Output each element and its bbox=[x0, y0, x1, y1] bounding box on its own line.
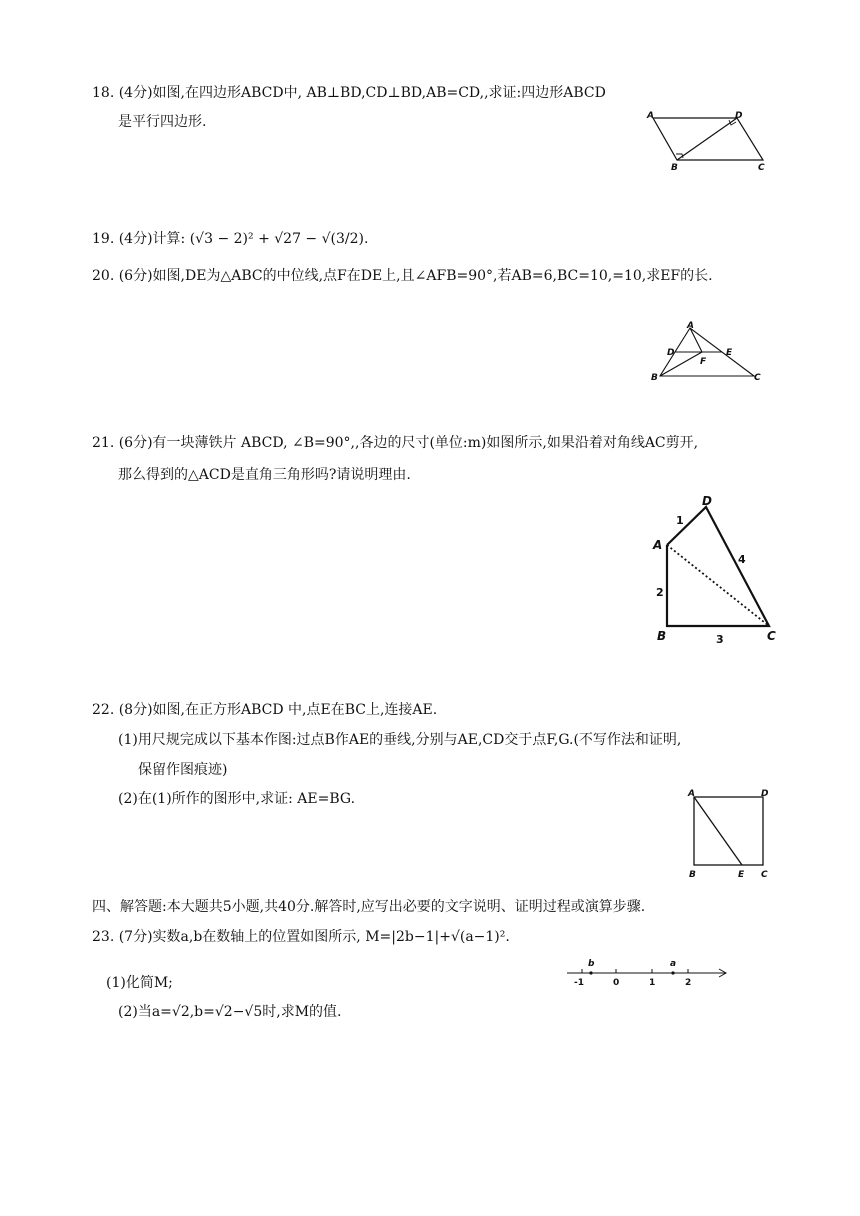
q21-figure bbox=[650, 492, 790, 646]
q20-label-c: C bbox=[754, 373, 761, 383]
q20-label-d: D bbox=[667, 348, 675, 358]
q22-label-b: B bbox=[689, 870, 696, 880]
q19-text: 19. (4分)计算: (√3 − 2)² + √27 − √(3/2). bbox=[92, 231, 369, 247]
q22-label-e: E bbox=[738, 870, 745, 880]
q22-square bbox=[694, 797, 763, 865]
q23-tick-label-2: 2 bbox=[685, 978, 692, 988]
q21-text: 21. (6分)有一块薄铁片 ABCD, ∠B=90°,,各边的尺寸(单位:m)如图所示,如果沿着对角线AC剪开, bbox=[92, 435, 699, 451]
q20-figure bbox=[650, 322, 765, 382]
q23-tick-label-0: 0 bbox=[613, 978, 620, 988]
q23-point-a bbox=[671, 971, 674, 974]
q21-length-ab: 2 bbox=[656, 586, 664, 599]
q18-diagonal-bd bbox=[677, 118, 737, 160]
q21-length-ad: 1 bbox=[676, 514, 684, 527]
q22-part1: (1)用尺规完成以下基本作图:过点B作AE的垂线,分别与AE,CD交于点F,G.(不写作法和证明, bbox=[118, 732, 682, 748]
q20-text: 20. (6分)如图,DE为△ABC的中位线,点F在DE上,且∠AFB=90°,若AB=6,BC=10,=10,求EF的长. bbox=[92, 268, 713, 284]
q20-segment-af bbox=[690, 328, 702, 352]
q21-label-c: C bbox=[767, 629, 776, 643]
q21-label-d: D bbox=[702, 494, 712, 508]
q23-part2: (2)当a=√2,b=√2−√5时,求M的值. bbox=[118, 1004, 342, 1020]
q21-label-b: B bbox=[657, 629, 667, 643]
q23-number-line bbox=[564, 958, 734, 990]
q22-part2: (2)在(1)所作的图形中,求证: AE=BG. bbox=[118, 791, 356, 807]
q20-label-e: E bbox=[726, 348, 733, 358]
q20-label-b: B bbox=[651, 373, 658, 383]
q23-label-a: a bbox=[670, 959, 677, 969]
q21-length-dc: 4 bbox=[738, 553, 746, 566]
q21-label-a: A bbox=[653, 538, 663, 552]
q22-figure bbox=[685, 785, 780, 880]
q18-figure bbox=[645, 112, 775, 172]
q20-label-f: F bbox=[700, 357, 707, 367]
q23-label-b: b bbox=[588, 959, 595, 969]
q18-text: 18. (4分)如图,在四边形ABCD中, AB⊥BD,CD⊥BD,AB=CD,,求证:四边形ABCD bbox=[92, 85, 606, 101]
q18-label-d: D bbox=[735, 111, 743, 121]
q22-text: 22. (8分)如图,在正方形ABCD 中,点E在BC上,连接AE. bbox=[92, 702, 438, 718]
q21-text-line2: 那么得到的△ACD是直角三角形吗?请说明理由. bbox=[118, 467, 411, 483]
q21-diagonal-ac bbox=[667, 545, 769, 626]
q22-label-c: C bbox=[761, 870, 768, 880]
q22-part1-line2: 保留作图痕迹) bbox=[138, 762, 228, 778]
q23-tick-label-1: 1 bbox=[649, 978, 656, 988]
q22-segment-ae bbox=[694, 797, 742, 865]
q22-label-a: A bbox=[688, 789, 695, 799]
q18-text-line2: 是平行四边形. bbox=[118, 114, 207, 130]
q18-label-c: C bbox=[758, 163, 765, 173]
q18-label-b: B bbox=[671, 163, 678, 173]
q23-point-b bbox=[589, 971, 592, 974]
q22-label-d: D bbox=[761, 789, 769, 799]
q21-length-bc: 3 bbox=[716, 633, 724, 646]
q23-text: 23. (7分)实数a,b在数轴上的位置如图所示, M=|2b−1|+√(a−1)². bbox=[92, 929, 510, 945]
q18-label-a: A bbox=[647, 111, 654, 121]
q23-tick-label-minus1: -1 bbox=[574, 978, 584, 988]
section4-heading: 四、解答题:本大题共5小题,共40分.解答时,应写出必要的文字说明、证明过程或演算步骤. bbox=[92, 899, 646, 915]
q23-part1: (1)化简M; bbox=[106, 975, 173, 991]
q20-label-a: A bbox=[687, 321, 694, 331]
